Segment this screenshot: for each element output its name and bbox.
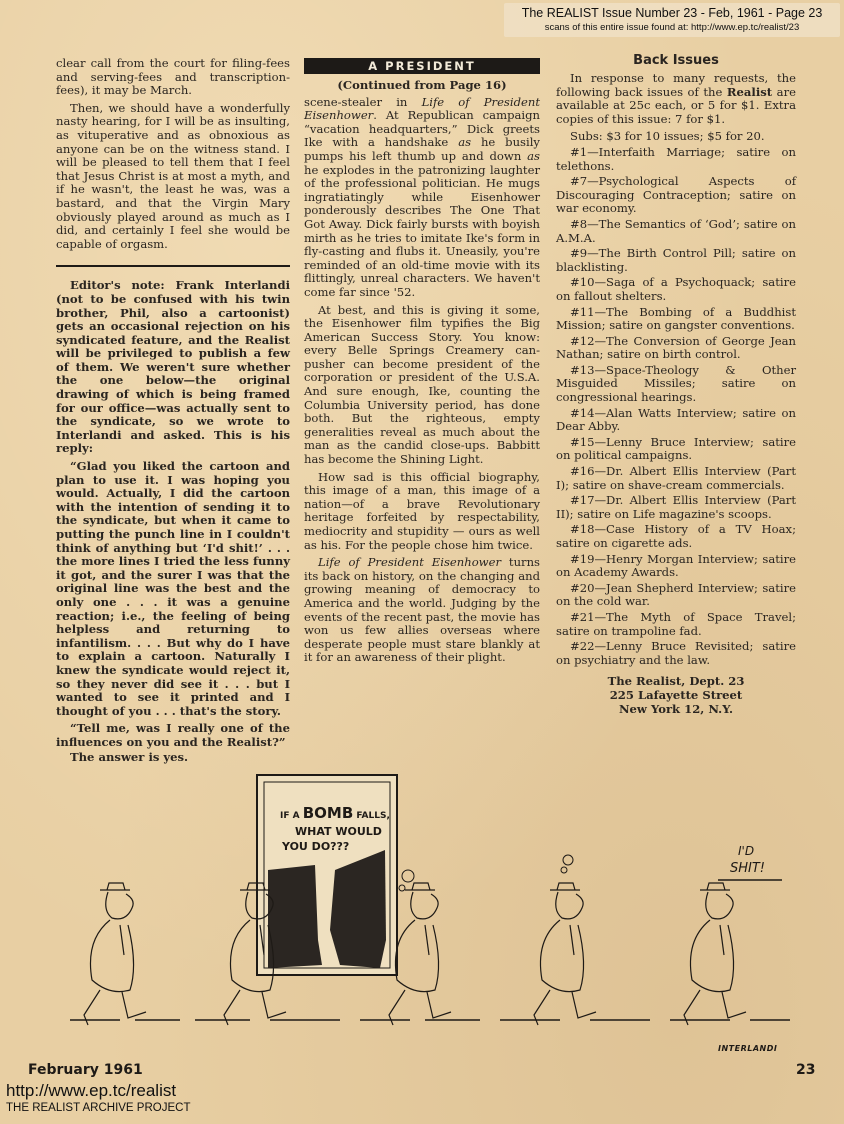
emphasis: as <box>527 148 540 163</box>
back-issue-item: #21—The Myth of Space Travel; satire on trampoline fad. <box>556 609 796 638</box>
back-issue-item: #15—Lenny Bruce Interview; satire on political campaigns. <box>556 434 796 463</box>
section-divider <box>56 265 290 267</box>
continued-note: (Continued from Page 16) <box>337 78 507 92</box>
film-title: Life of President Eisenhower <box>318 555 502 570</box>
issue-date: February 1961 <box>28 1062 143 1078</box>
back-issue-item: #8—The Semantics of ‘God’; satire on A.M.A. <box>556 216 796 245</box>
poster-text: FALLS, <box>353 811 390 821</box>
back-issue-item: #16—Dr. Albert Ellis Interview (Part I); satire on shave-cream commercials. <box>556 464 796 492</box>
poster-text: YOU DO??? <box>282 840 350 853</box>
archive-project-label: THE REALIST ARCHIVE PROJECT <box>6 1102 191 1114</box>
text: turns its back on history, on the changing and growing meaning of democracy to America and the world. Judging by the events of the recent past, the movie has won us few allies overseas where desperate people must stare blankly at it for an awareness of their plight. <box>304 555 540 665</box>
paragraph: How sad is this official biography, this image of a man, this image of a nation—of a brave Revolutionary heritage forfeited by respectability, mediocrity and stupidity — ours as well as his. For the people chose him twice. <box>304 469 540 552</box>
article-banner: A PRESIDENT <box>304 58 540 74</box>
back-issue-item: #11—The Bombing of a Buddhist Mission; satire on gangster conventions. <box>556 304 796 333</box>
paragraph: clear call from the court for filing-fees and serving-fees and transcription-fees), it may be March. <box>56 56 290 98</box>
text: are available at 25c each, or 5 for $1. Extra copies of this issue: 7 for $1. <box>556 84 796 126</box>
back-issue-item: #7—Psychological Aspects of Discouraging Contraception; satire on war economy. <box>556 174 796 216</box>
archive-header <box>504 3 840 37</box>
bomb-poster <box>257 775 397 975</box>
back-issue-item: #1—Interfaith Marriage; satire on telethons. <box>556 144 796 173</box>
walking-man-figure <box>684 883 746 1025</box>
thought-puff-1 <box>399 870 414 891</box>
page-number: 23 <box>796 1062 816 1078</box>
poster-text: IF A <box>280 811 303 821</box>
archive-subtitle: scans of this entire issue found at: http://www.ep.tc/realist/23 <box>544 22 800 33</box>
film-title: Life of President Eisenhower <box>304 94 540 123</box>
walking-men <box>84 883 746 1025</box>
editor-note-paragraph: The answer is yes. <box>70 749 189 764</box>
editor-note-paragraph: “Tell me, was I really one of the influences on you and the Realist?” <box>56 721 290 749</box>
back-issue-item: #22—Lenny Bruce Revisited; satire on psychiatry and the law. <box>556 639 796 667</box>
text: scene-stealer in <box>304 94 422 109</box>
paragraph: Then, we should have a wonderfully nasty hearing, for I will be as insulting, as vituperative and as obnoxious as anyone can be on the witness stand. I will be pleased to tell them that I feel that Jesus Christ is at most a myth, and if he wasn't, the least he was, was a bastard, and that the Virgin Mary obviously played around as much as I did, and certainly I feel she would be capable of orgasm. <box>56 100 290 251</box>
back-issue-item: #13—Space-Theology & Other Misguided Missiles; satire on congressional hearings. <box>556 362 796 405</box>
paragraph <box>304 556 540 665</box>
back-issues-intro <box>556 72 796 126</box>
speech-caption <box>718 844 782 880</box>
walking-man-figure <box>84 883 146 1025</box>
archive-title: The REALIST Issue Number 23 - Feb, 1961 - Page 23 <box>521 6 823 20</box>
paragraph <box>304 96 540 300</box>
cartoon-illustration <box>50 740 810 1070</box>
text: he explodes in the patronizing laughter of the professional politician. He mugs ingratiatingly while Eisenhower ponderously describes The One That Got Away. Dick fairly bursts with boyish mirth as he tries to imitate Ike's form in fly-casting and flubs it. Uneasily, you're reminded of an old-time movie with its flittingly, unreal characters. We haven't come far since '52. <box>304 162 540 299</box>
walking-man-figure <box>389 883 451 1025</box>
editor-note-paragraph: “Glad you liked the cartoon and plan to use it. I was hoping you would. Actually, I did the cartoon with the intention of sending it to the syndicate, but when it came to putting the punch line in I couldn't think of anything but ‘I'd shit!’ . . . the more lines I tried the less funny it got, and the surer I was that the original line was the best and the only one . . . it was a genuine reaction; i.e., the feeling of being helpless and returning to infantilism. . . . But why do I have to explain a cartoon. Naturally I knew the syndicate would reject it, so they never did see it . . . but I wanted to see it printed and I thought of you . . . that's the story. <box>56 459 290 718</box>
text: he busily pumps his left thumb up and down <box>304 135 540 163</box>
left-column <box>56 57 290 764</box>
back-issue-item: #9—The Birth Control Pill; satire on blacklisting. <box>556 246 796 274</box>
back-issue-item: #19—Henry Morgan Interview; satire on Academy Awards. <box>556 551 796 580</box>
back-issue-item: #12—The Conversion of George Jean Nathan; satire on birth control. <box>556 333 796 362</box>
back-issue-item: #18—Case History of a TV Hoax; satire on cigarette ads. <box>556 522 796 550</box>
text: . At Republican campaign “vacation headquarters,” Dick greets Ike with a handshake <box>304 108 540 150</box>
walking-man-figure <box>534 883 596 1025</box>
speech-text: I'D <box>738 844 755 858</box>
address-line: New York 12, N.Y. <box>618 701 734 716</box>
thought-puff-2 <box>561 855 573 873</box>
editor-note <box>56 279 290 764</box>
archive-url[interactable]: http://www.ep.tc/realist <box>6 1081 177 1100</box>
paragraph: At best, and this is giving it some, the Eisenhower film typifies the Big American Success Story. You know: every Belle Springs Creamery can-pusher can become president of the corporation or president of the U.S.A. And sure enough, Ike, counting the Columbia University period, has done both. But the righteous, empty generalities reveal as much about the man as the candid close-ups. Babbitt has become the Shining Light. <box>304 302 540 467</box>
middle-column <box>304 58 540 665</box>
back-issue-item: #20—Jean Shepherd Interview; satire on the cold war. <box>556 580 796 609</box>
back-issue-item: #10—Saga of a Psychoquack; satire on fallout shelters. <box>556 275 796 303</box>
text: In response to many requests, the following back issues of the <box>556 71 796 99</box>
issue-list <box>556 146 796 667</box>
artist-signature: INTERLANDI <box>718 1044 778 1053</box>
speech-text: SHIT! <box>730 861 766 876</box>
back-issues-title: Back Issues <box>633 53 719 68</box>
emphasis: as <box>458 135 472 150</box>
address-line: 225 Lafayette Street <box>609 687 743 702</box>
poster-text-bomb: BOMB <box>302 804 354 822</box>
editor-note-paragraph: Editor's note: Frank Interlandi (not to be confused with his twin brother, Phil, also a cartoonist) gets an occasional rejection on his syndicated feature, and the Realist will be privileged to publish a few of them. We weren't sure whether the one below—the original drawing of which is being framed for our office—was actually sent to the syndicate, so we wrote to Interlandi and asked. This is his reply: <box>56 278 290 456</box>
brand-name: Realist <box>726 84 773 99</box>
back-issue-item: #17—Dr. Albert Ellis Interview (Part II); satire on Life magazine's scoops. <box>556 493 796 521</box>
back-issue-item: #14—Alan Watts Interview; satire on Dear Abby. <box>556 405 796 434</box>
address-line: The Realist, Dept. 23 <box>607 674 745 689</box>
poster-text: WHAT WOULD <box>295 825 382 838</box>
subscription-info: Subs: $3 for 10 issues; $5 for 20. <box>570 129 765 144</box>
mailing-address <box>556 675 796 716</box>
back-issues-column <box>556 52 796 716</box>
